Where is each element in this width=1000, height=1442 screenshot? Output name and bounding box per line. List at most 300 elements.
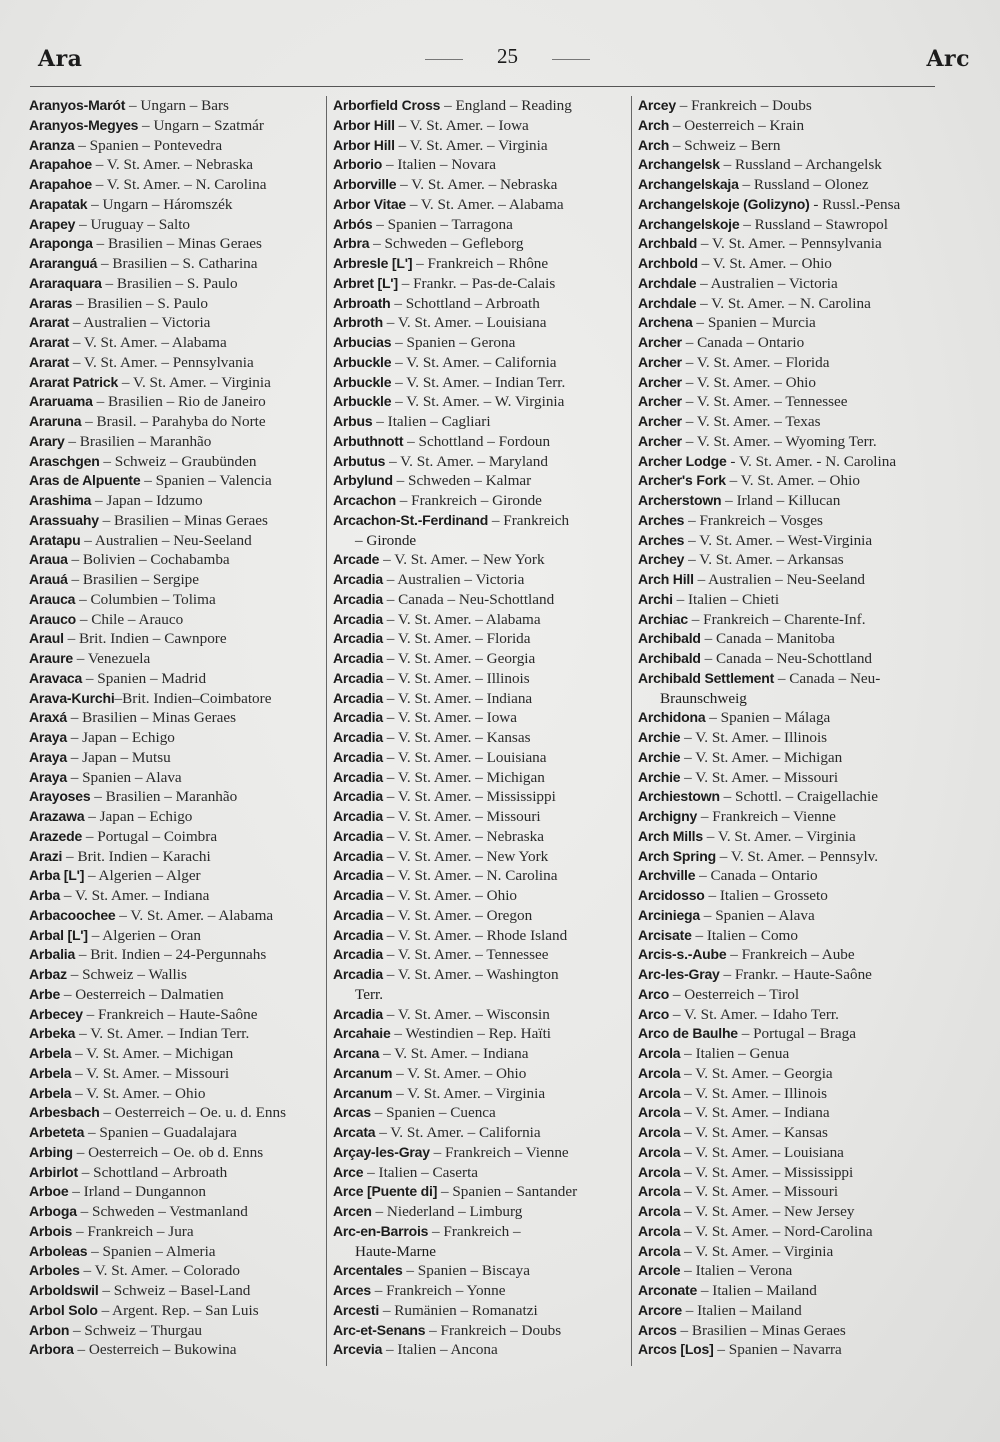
entry-place-name: Aratapu (29, 531, 81, 548)
entry-location: – V. St. Amer. – Indiana (382, 689, 533, 707)
gazetteer-entry (638, 1044, 938, 1064)
gazetteer-entry (333, 432, 633, 452)
gazetteer-entry (638, 215, 938, 235)
entry-place-name: Archibald (638, 650, 701, 666)
entry-location: – V. St. Amer. – Indian Terr. (391, 373, 566, 391)
entry-location: – Brasilien – S. Paulo (101, 274, 238, 292)
gazetteer-entry (333, 116, 633, 136)
gazetteer-entry (333, 1064, 633, 1084)
gazetteer-entry (333, 313, 633, 333)
entry-location: – Algerien – Alger (84, 867, 201, 885)
gazetteer-entry (29, 629, 329, 649)
entry-place-name: Archdale (638, 294, 697, 311)
gazetteer-entry (638, 1202, 938, 1222)
gazetteer-entry (638, 965, 938, 985)
entry-location: – Spanien – Almeria (87, 1242, 216, 1260)
entry-location: – Oesterreich – Bukowina (73, 1341, 237, 1359)
entry-location: – Irland – Killucan (721, 492, 841, 509)
entry-location: – Spanien – Alava (66, 768, 182, 786)
entry-place-name: Arcadia (333, 1005, 383, 1022)
gazetteer-entry (333, 254, 633, 274)
entry-place-name: Arbon (29, 1321, 70, 1338)
entry-location: – V. St. Amer. – Indiana (379, 1045, 529, 1062)
gazetteer-entry (638, 373, 938, 393)
entry-location: – Brasilien – Sergipe (67, 571, 200, 588)
entry-place-name: Archibald (638, 630, 701, 647)
gazetteer-entry (638, 1123, 938, 1143)
entry-place-name: Arbroath (333, 294, 391, 311)
entry-place-name: Arazawa (29, 808, 85, 824)
entry-place-name: Arcadia (333, 827, 383, 844)
entry-location: – Japan – Mutsu (66, 748, 171, 766)
entry-place-name: Arco de Baulhe (638, 1025, 738, 1042)
entry-place-name: Arbylund (333, 472, 393, 489)
gazetteer-entry (333, 708, 633, 728)
gazetteer-entry (29, 1261, 329, 1281)
entry-place-name: Arayoses (29, 788, 91, 805)
page-number-block (430, 44, 585, 69)
gazetteer-entry (638, 294, 938, 314)
entry-location: – V. St. Amer. – Tennessee (681, 393, 848, 411)
entry-location: – V. St. Amer. – Idaho Terr. (669, 1005, 839, 1023)
entry-location: – V. St. Amer. – Michigan (382, 768, 545, 786)
gazetteer-entry (333, 1024, 633, 1044)
entry-location: – Frankreich – Jura (72, 1222, 194, 1240)
entry-location: – Uruguay – Salto (75, 215, 191, 233)
gazetteer-entry (29, 511, 329, 531)
entry-place-name: Archer's Fork (638, 472, 726, 489)
gazetteer-entry (29, 353, 329, 373)
gazetteer-entry (638, 945, 938, 965)
gazetteer-entry (638, 274, 938, 294)
entry-place-name: Archer Lodge (638, 452, 727, 469)
entry-place-name: Arbeteta (29, 1124, 85, 1140)
entry-location: – V. St. Amer. – Nord-Carolina (680, 1222, 873, 1240)
entry-location: – Frankreich – Doubs (425, 1321, 562, 1339)
entry-location: – Venezuela (72, 650, 151, 667)
entry-place-name: Archidona (638, 709, 706, 726)
entry-location: – V. St. Amer. – Rhode Island (382, 926, 568, 944)
entry-location: – Russland – Olonez (738, 176, 869, 193)
gazetteer-entry (29, 195, 329, 215)
entry-place-name: Arbe (29, 985, 61, 1002)
entry-place-name: Arazede (29, 827, 83, 844)
entry-location: – V. St. Amer. – Virginia (680, 1242, 834, 1260)
entry-location: – Brasilien – Maranhão (64, 432, 212, 450)
entry-place-name: Arcola (638, 1242, 681, 1259)
entry-location: – Japan – Idzumo (91, 492, 203, 509)
entry-location: – Italien – Verona (680, 1262, 793, 1280)
entry-location: – Frankreich – Doubs (675, 97, 812, 114)
entry-place-name: Arc-en-Barrois (333, 1222, 429, 1239)
entry-place-name: Arbuthnott (333, 432, 404, 449)
entry-place-name: Arcidosso (638, 887, 705, 903)
entry-location: – Russland – Stawropol (739, 215, 888, 233)
entry-location: – Ungarn – Háromszék (87, 195, 233, 213)
gazetteer-entry (29, 1321, 329, 1341)
entry-location: – V. St. Amer. – Virginia (118, 373, 271, 391)
gazetteer-entry (638, 906, 938, 926)
entry-place-name: Arcadia (333, 729, 383, 745)
entry-place-name: Archer (638, 353, 682, 370)
gazetteer-entry (29, 136, 329, 156)
gazetteer-entry (638, 195, 938, 215)
entry-location: – Schottland – Arbroath (77, 1163, 228, 1181)
entry-place-name: Araras (29, 294, 73, 311)
gazetteer-entry (638, 432, 938, 452)
gazetteer-entry (333, 669, 633, 689)
entry-place-name: Araya (29, 768, 67, 785)
entry-place-name: Arauco (29, 610, 77, 627)
gazetteer-entry (638, 768, 938, 788)
entry-location: – Brit. Indien – Karachi (62, 847, 211, 865)
entry-location: – Frankr. – Haute-Saône (719, 966, 872, 983)
gazetteer-entry (29, 491, 329, 511)
entry-location: – Spanien – Navarra (713, 1341, 842, 1359)
entry-place-name: Arch (638, 116, 670, 133)
page-number: 25 (497, 44, 518, 68)
entry-location: – V. St. Amer. – Louisiana (382, 314, 547, 332)
entry-location: – Portugal – Braga (737, 1025, 856, 1043)
entry-place-name: Aravaca (29, 669, 83, 686)
gazetteer-entry (638, 669, 938, 689)
entry-location: – V. St. Amer. – Michigan (680, 748, 843, 766)
gazetteer-entry (29, 768, 329, 788)
gazetteer-entry (29, 274, 329, 294)
gazetteer-entry (29, 373, 329, 393)
gazetteer-entry (29, 392, 329, 412)
gazetteer-entry (638, 807, 938, 827)
entry-location: – Schweden – Kalmar (392, 472, 532, 490)
entry-location: – Schweiz – Basel-Land (98, 1282, 251, 1299)
gazetteer-entry (638, 1340, 938, 1360)
entry-location: – Canada – Neu-Schottland (382, 590, 555, 608)
entry-location: – V. St. Amer. – Michigan (71, 1045, 234, 1062)
entry-place-name: Arcola (638, 1104, 681, 1121)
entry-location: – V. St. Amer. – New York (379, 551, 545, 569)
entry-location: – V. St. Amer. – Ohio (71, 1084, 206, 1102)
entry-place-name: Archerstown (638, 492, 722, 508)
entry-location: – V. St. Amer. – Kansas (680, 1124, 828, 1141)
entry-location: - V. St. Amer. - N. Carolina (726, 452, 897, 470)
entry-place-name: Aras de Alpuente (29, 472, 141, 489)
entry-place-name: Arcadia (333, 966, 383, 982)
gazetteer-entry (638, 590, 938, 610)
gazetteer-entry (29, 847, 329, 867)
entry-place-name: Arborville (333, 176, 397, 192)
gazetteer-entry (638, 1064, 938, 1084)
entry-place-name: Arcore (638, 1301, 682, 1318)
entry-place-name: Arcata (333, 1124, 376, 1140)
gazetteer-entry (638, 511, 938, 531)
entry-place-name: Archigny (638, 808, 698, 824)
gazetteer-entry (333, 1005, 633, 1025)
entry-location: – Canada – Neu-Schottland (700, 650, 873, 667)
entry-place-name: Arciniega (638, 906, 700, 923)
gazetteer-entry (29, 1182, 329, 1202)
entry-location: – Brasilien – Rio de Janeiro (92, 393, 266, 411)
entry-place-name: Archbald (638, 235, 698, 252)
gazetteer-entry (29, 1301, 329, 1321)
gazetteer-entry (29, 531, 329, 551)
entry-place-name: Archangelskoje (Golizyno) (638, 195, 810, 212)
entry-location: – Australien – Victoria (382, 571, 525, 588)
entry-location: – Frankreich – Vosges (684, 511, 823, 529)
entry-location: – V. St. Amer. – Iowa (382, 709, 517, 727)
entry-place-name: Ararat (29, 353, 70, 370)
entry-place-name: Araranguá (29, 255, 98, 271)
entry-location: – Schweiz – Bern (669, 136, 781, 154)
entry-place-name: Arbing (29, 1143, 73, 1160)
gazetteer-entry (638, 136, 938, 156)
entry-place-name: Araure (29, 650, 73, 666)
entry-place-name: Archena (638, 314, 693, 331)
entry-place-name: Arary (29, 432, 65, 449)
entry-location: – Italien – Genua (680, 1045, 790, 1062)
entry-location: – Oesterreich – Oe. ob d. Enns (72, 1143, 264, 1161)
gazetteer-entry (333, 392, 633, 412)
entry-location: – Algerien – Oran (87, 926, 201, 944)
gazetteer-entry (29, 610, 329, 630)
gazetteer-entry (333, 768, 633, 788)
gazetteer-entry (638, 471, 938, 491)
entry-place-name: Arcade (333, 551, 380, 568)
gazetteer-entry (333, 1301, 633, 1321)
entry-place-name: Arcola (638, 1124, 681, 1140)
entry-location: – Spanien – Pontevedra (74, 136, 223, 154)
entry-place-name: Arbecey (29, 1005, 83, 1022)
entry-location: – Spanien – Madrid (82, 669, 207, 687)
entry-place-name: Araul (29, 630, 64, 647)
entry-location: – V. St. Amer. – Georgia (382, 650, 536, 667)
entry-location: – V. St. Amer. – Alabama (382, 610, 541, 628)
entry-location: – Italien – Mailand (681, 1301, 802, 1319)
entry-place-name: Archiestown (638, 788, 720, 805)
entry-place-name: Arce [Puente di] (333, 1183, 438, 1200)
header-right-keyword: Arc (926, 46, 970, 72)
gazetteer-entry (29, 1222, 329, 1242)
entry-place-name: Archer (638, 432, 682, 449)
entry-place-name: Arbol Solo (29, 1301, 98, 1318)
gazetteer-entry (333, 1123, 633, 1143)
entry-place-name: Arbor Hill (333, 116, 395, 133)
gazetteer-entry (333, 471, 633, 491)
entry-place-name: Arcadia (333, 650, 383, 666)
gazetteer-entry (638, 1222, 938, 1242)
gazetteer-entry (29, 412, 329, 432)
gazetteer-entry (29, 649, 329, 669)
entry-location: – V. St. Amer. – Nebraska (396, 176, 558, 193)
entry-place-name: Arcola (638, 1163, 681, 1180)
gazetteer-entry (29, 155, 329, 175)
gazetteer-entry (638, 985, 938, 1005)
gazetteer-entry (29, 906, 329, 926)
entry-location: – Frankreich – Haute-Saône (82, 1005, 258, 1023)
entry-location: – V. St. Amer. – Colorado (79, 1262, 240, 1280)
gazetteer-entry (333, 373, 633, 393)
gazetteer-entry (638, 649, 938, 669)
entry-location: – Spanien – Tarragona (372, 215, 513, 233)
entry-location: – V. St. Amer. – Tennessee (382, 946, 549, 964)
entry-location: – V. St. Amer. – N. Carolina (91, 176, 267, 193)
entry-place-name: Arboleas (29, 1242, 88, 1259)
gazetteer-entry (638, 1103, 938, 1123)
header-dash-right (552, 59, 590, 60)
entry-place-name: Arbra (333, 235, 370, 252)
entry-place-name: Arches (638, 511, 685, 528)
entry-location: – V. St. Amer. – Missouri (680, 768, 839, 786)
entry-location: – V. St. Amer. – Pennsylv. (715, 847, 879, 865)
entry-place-name: Arbucias (333, 334, 392, 350)
entry-location: – V. St. Amer. – Pennsylvania (697, 235, 882, 253)
gazetteer-entry (638, 610, 938, 630)
entry-location: – Italien – Cagliari (372, 413, 491, 430)
entry-place-name: Ararat (29, 314, 70, 331)
entry-place-name: Arboles (29, 1262, 80, 1279)
entry-location: – Oesterreich – Oe. u. d. Enns (99, 1104, 286, 1122)
entry-location: – V. St. Amer. – West-Virginia (684, 531, 873, 549)
gazetteer-column-2 (333, 96, 633, 1360)
entry-place-name: Aranyos-Megyes (29, 116, 139, 133)
entry-place-name: Arbuckle (333, 353, 392, 370)
entry-place-name: Arbresle [L'] (333, 255, 413, 271)
entry-location: – Spanien – Cuenca (370, 1104, 496, 1122)
gazetteer-entry (333, 906, 633, 926)
gazetteer-entry (29, 708, 329, 728)
entry-location: – V. St. Amer. – Ohio (382, 887, 518, 904)
gazetteer-entry (333, 274, 633, 294)
gazetteer-entry (638, 1182, 938, 1202)
gazetteer-entry (29, 1005, 329, 1025)
entry-location: – Schottland – Fordoun (403, 432, 551, 450)
entry-place-name: Arch (638, 136, 670, 153)
entry-place-name: Araraquara (29, 274, 102, 291)
gazetteer-entry (638, 392, 938, 412)
entry-place-name: Arcola (638, 1143, 681, 1160)
gazetteer-entry (638, 570, 938, 590)
entry-location: – Japan – Echigo (84, 808, 193, 825)
gazetteer-entry (333, 353, 633, 373)
entry-place-name: Arbois (29, 1222, 73, 1239)
entry-place-name: Arazi (29, 847, 63, 864)
entry-place-name: Aranza (29, 136, 75, 153)
entry-location: – Frankreich – (428, 1222, 521, 1240)
entry-location: – V. St. Amer. – N. Carolina (696, 294, 871, 312)
header-dash-left (425, 59, 463, 60)
entry-location: – V. St. Amer. – Mississippi (680, 1163, 854, 1181)
entry-location: – V. St. Amer. – Virginia (394, 136, 548, 154)
entry-continuation: – Gironde (355, 531, 417, 549)
gazetteer-entry (638, 728, 938, 748)
entry-place-name: Arbal [L'] (29, 926, 88, 943)
gazetteer-entry (638, 708, 938, 728)
gazetteer-entry (29, 827, 329, 847)
entry-place-name: Arboe (29, 1183, 69, 1200)
gazetteer-entry (638, 1242, 938, 1262)
entry-place-name: Arcadia (333, 946, 383, 963)
gazetteer-entry (29, 234, 329, 254)
gazetteer-entry (638, 866, 938, 886)
gazetteer-entry (333, 333, 633, 353)
gazetteer-entry (333, 748, 633, 768)
gazetteer-entry (638, 1024, 938, 1044)
gazetteer-entry (29, 471, 329, 491)
entry-place-name: Arbirlot (29, 1163, 78, 1180)
gazetteer-column-1 (29, 96, 329, 1360)
entry-place-name: Arcola (638, 1183, 681, 1200)
entry-location: – V. St. Amer. – Oregon (382, 906, 533, 924)
entry-location: – V. St. Amer. – W. Virginia (391, 393, 565, 411)
entry-location: – Brasilien – S. Paulo (72, 294, 209, 312)
entry-location: – V. St. Amer. – Florida (382, 630, 531, 648)
gazetteer-entry (29, 926, 329, 946)
entry-place-name: Archbold (638, 255, 698, 271)
entry-place-name: Archdale (638, 274, 697, 291)
entry-location: – Westindien – Rep. Haïti (390, 1025, 552, 1043)
entry-location: – V. St. Amer. – New Jersey (680, 1203, 855, 1220)
gazetteer-entry (29, 452, 329, 472)
entry-place-name: Arcadia (333, 610, 383, 627)
gazetteer-entry (638, 452, 938, 472)
gazetteer-entry (333, 215, 633, 235)
gazetteer-entry (333, 550, 633, 570)
entry-location: – Bolivien – Cochabamba (67, 551, 230, 569)
gazetteer-column-3 (638, 96, 938, 1360)
gazetteer-entry (29, 945, 329, 965)
entry-location: – Schottland – Arbroath (390, 294, 540, 312)
entry-location: – Italien – Ancona (382, 1341, 498, 1359)
entry-place-name: Arcas (333, 1104, 371, 1121)
entry-place-name: Arbós (333, 215, 373, 232)
entry-place-name: Arcevia (333, 1341, 383, 1358)
entry-location: – V. St. Amer. – New York (382, 847, 549, 865)
entry-location: – Argent. Rep. – San Luis (97, 1301, 259, 1319)
entry-place-name: Archey (638, 551, 685, 568)
gazetteer-entry (638, 491, 938, 511)
entry-location: – Columbien – Tolima (75, 590, 216, 608)
entry-location: – V. St. Amer. – Pennsylvania (69, 353, 254, 371)
entry-place-name: Arce (333, 1163, 364, 1180)
entry-place-name: Arcola (638, 1084, 681, 1101)
gazetteer-entry (333, 1143, 633, 1163)
entry-place-name: Arcadia (333, 788, 383, 805)
gazetteer-entry (333, 965, 633, 985)
gazetteer-entry (29, 175, 329, 195)
gazetteer-entry (29, 215, 329, 235)
entry-location: – Schweiz – Graubünden (99, 452, 257, 470)
entry-place-name: Arapahoe (29, 176, 92, 192)
entry-location: – Spanien – Gerona (391, 334, 516, 351)
gazetteer-entry (638, 748, 938, 768)
entry-place-name: Archer (638, 413, 682, 429)
gazetteer-entry (333, 1261, 633, 1281)
entry-location: – Canada – Ontario (681, 334, 805, 351)
entry-location: – Schweiz – Thurgau (69, 1321, 202, 1339)
entry-location: – Italien – Mailand (697, 1282, 817, 1299)
gazetteer-entry (638, 629, 938, 649)
gazetteer-entry (333, 1103, 633, 1123)
gazetteer-entry (333, 155, 633, 175)
gazetteer-entry (29, 728, 329, 748)
entry-location: – Japan – Echigo (66, 729, 175, 746)
gazetteer-entry (638, 847, 938, 867)
entry-place-name: Arco (638, 985, 670, 1002)
entry-place-name: Arco (638, 1005, 670, 1022)
entry-place-name: Arcachon-St.-Ferdinand (333, 511, 489, 528)
entry-place-name: Arcadia (333, 571, 383, 587)
entry-place-name: Archville (638, 867, 696, 884)
entry-location: – V. St. Amer. – Nebraska (382, 827, 544, 845)
